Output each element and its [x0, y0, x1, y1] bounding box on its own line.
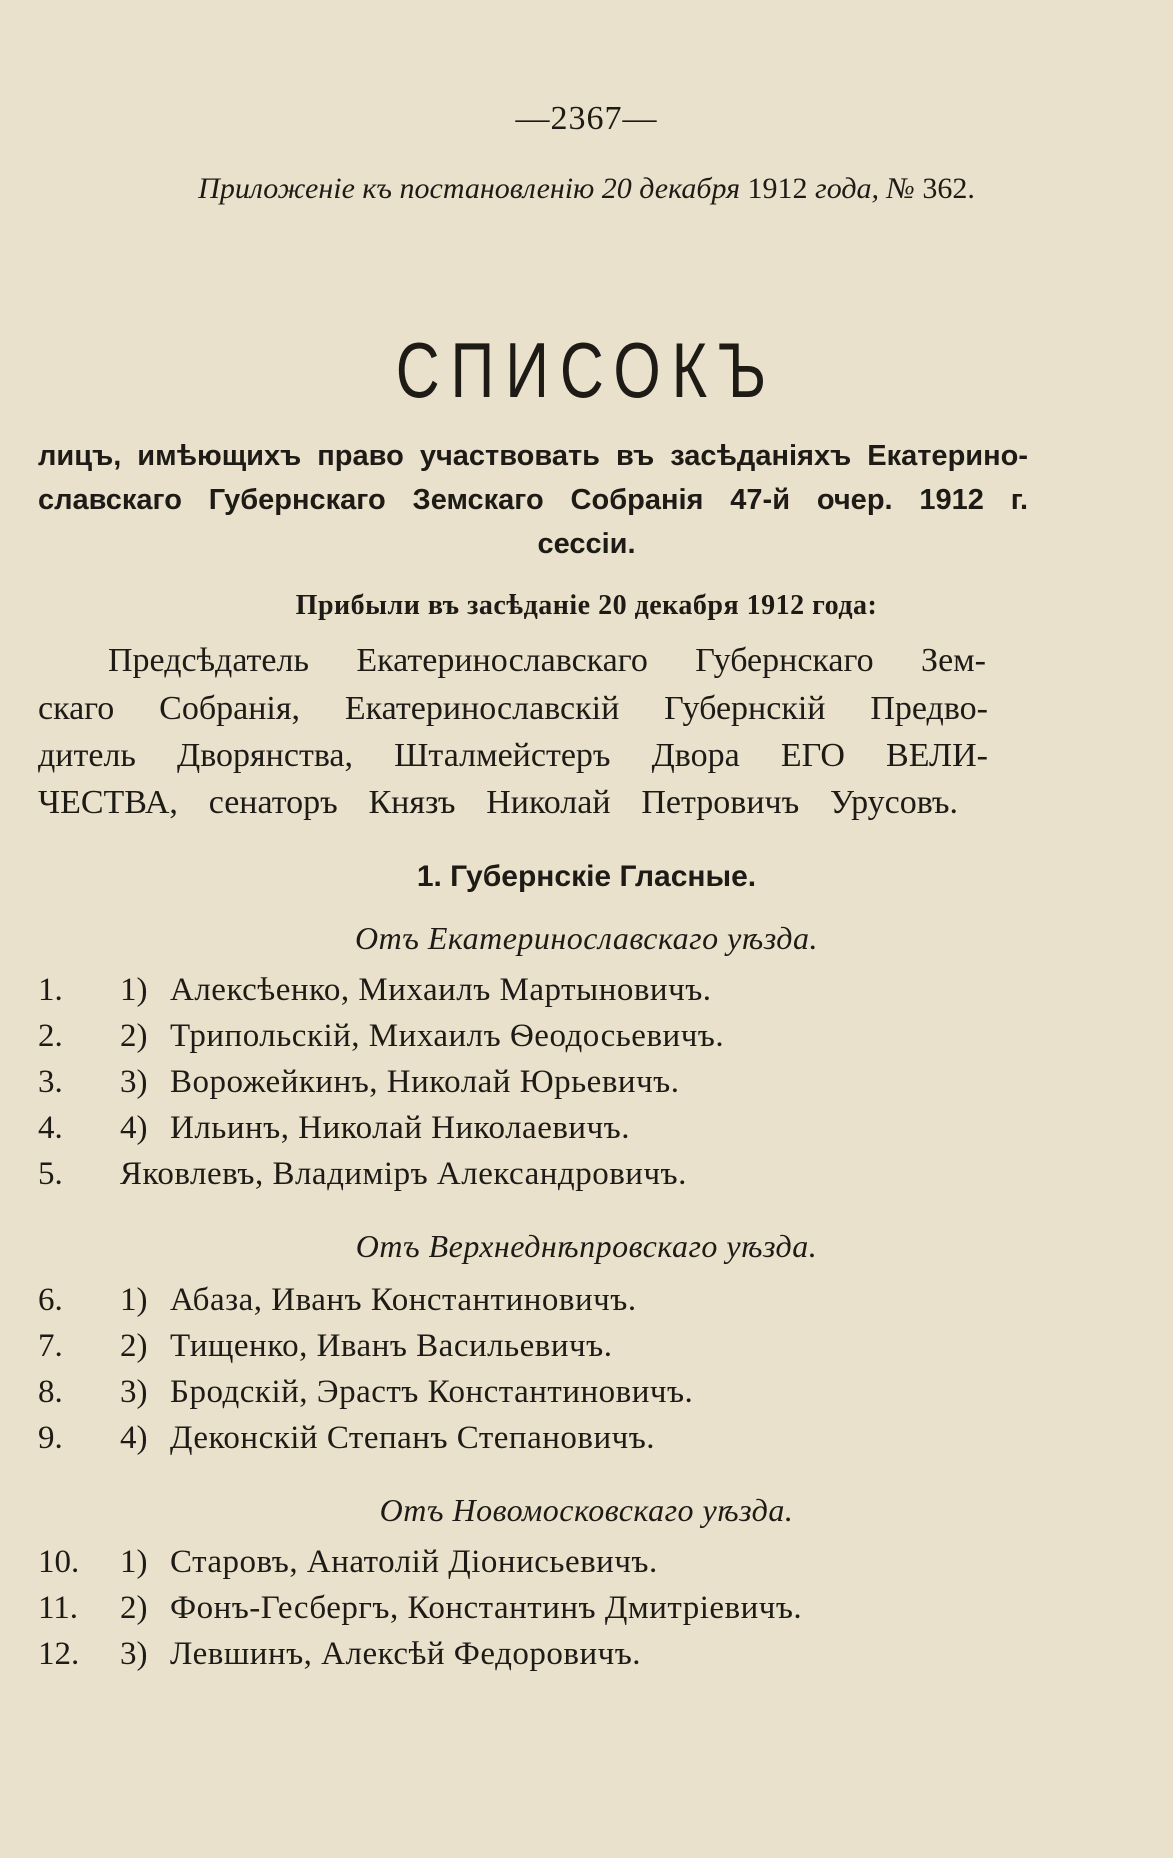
appendix-line	[0, 172, 1173, 206]
item-subnumber: 2)	[120, 1328, 148, 1364]
subtitle-line-2: славскаго Губернскаго Земскаго Собранія 47-й очер. 1912 г.	[38, 484, 1028, 516]
item-name: Абаза, Иванъ Константиновичъ.	[170, 1282, 637, 1318]
appendix-prefix: Приложеніе къ постановленію 20 декабря	[198, 172, 741, 205]
item-number: 9.	[38, 1420, 63, 1456]
appendix-middle: года, №	[815, 172, 915, 205]
list-item	[0, 1636, 1173, 1680]
section-heading: 1. Губернскіе Гласные.	[416, 860, 757, 893]
item-name: Деконскій Степанъ Степановичъ.	[170, 1420, 656, 1456]
item-number: 12.	[38, 1636, 80, 1672]
list-item	[0, 1064, 1173, 1108]
item-number: 3.	[38, 1064, 63, 1100]
item-number: 10.	[38, 1544, 80, 1580]
list-item	[0, 972, 1173, 1016]
item-subnumber: 1)	[120, 1282, 148, 1318]
list-item	[0, 1420, 1173, 1464]
subtitle-line-1: лицъ, имѣющихъ право участвовать въ засѣданіяхъ Екатерино-	[38, 440, 1028, 472]
item-number: 1.	[38, 972, 63, 1008]
item-subnumber: 2)	[120, 1590, 148, 1626]
district-heading: Отъ Екатеринославскаго уѣзда.	[355, 920, 818, 956]
item-number: 6.	[38, 1282, 63, 1318]
list-item	[0, 1590, 1173, 1634]
item-subnumber: 4)	[120, 1110, 148, 1146]
district-heading: Отъ Новомосковскаго уѣзда.	[379, 1492, 794, 1528]
chairman-line-3: дитель Дворянства, Шталмейстеръ Двора ЕГО ВЕЛИ-	[38, 737, 988, 774]
item-name: Алексѣенко, Михаилъ Мартыновичъ.	[170, 972, 712, 1008]
chairman-line-4: ЧЕСТВА, сенаторъ Князъ Николай Петровичъ Урусовъ.	[38, 784, 958, 821]
item-name: Ворожейкинъ, Николай Юрьевичъ.	[170, 1064, 680, 1100]
item-subnumber: 2)	[120, 1018, 148, 1054]
list-item	[0, 1156, 1173, 1200]
district-heading: Отъ Верхнеднѣпровскаго уѣзда.	[355, 1228, 818, 1264]
appendix-year: 1912	[747, 172, 808, 205]
item-name: Фонъ-Гесбергъ, Константинъ Дмитріевичъ.	[170, 1590, 803, 1626]
item-number: 2.	[38, 1018, 63, 1054]
item-name: Левшинъ, Алексѣй Федоровичъ.	[170, 1636, 642, 1672]
list-item	[0, 1328, 1173, 1372]
arrived-heading: Прибыли въ засѣданіе 20 декабря 1912 года:	[295, 590, 878, 621]
item-subnumber: 3)	[120, 1636, 148, 1672]
list-item	[0, 1110, 1173, 1154]
item-number: 7.	[38, 1328, 63, 1364]
item-subnumber: 3)	[120, 1064, 148, 1100]
list-item	[0, 1544, 1173, 1588]
item-name: Тищенко, Иванъ Васильевичъ.	[170, 1328, 613, 1364]
item-number: 11.	[38, 1590, 79, 1626]
chairman-line-2: скаго Собранія, Екатеринославскій Губернскій Предво-	[38, 690, 988, 727]
item-name: Старовъ, Анатолій Діонисьевичъ.	[170, 1544, 658, 1580]
page-number: —2367—	[515, 100, 658, 137]
document-title: СПИСОКЪ	[395, 326, 778, 414]
item-name: Бродскій, Эрастъ Константиновичъ.	[170, 1374, 694, 1410]
list-item	[0, 1374, 1173, 1418]
subtitle-line-3: сессіи.	[537, 528, 636, 560]
item-subnumber: 3)	[120, 1374, 148, 1410]
item-subnumber: 1)	[120, 972, 148, 1008]
item-number: 8.	[38, 1374, 63, 1410]
item-number: 4.	[38, 1110, 63, 1146]
list-item	[0, 1282, 1173, 1326]
list-item	[0, 1018, 1173, 1062]
item-number: 5.	[38, 1156, 63, 1192]
item-subnumber: 4)	[120, 1420, 148, 1456]
item-subnumber: 1)	[120, 1544, 148, 1580]
item-name: Ильинъ, Николай Николаевичъ.	[170, 1110, 630, 1146]
item-name: Яковлевъ, Владиміръ Александровичъ.	[120, 1156, 687, 1192]
appendix-number: 362.	[922, 172, 975, 205]
chairman-line-1: Предсѣдатель Екатеринославскаго Губернскаго Зем-	[108, 642, 986, 679]
item-name: Трипольскій, Михаилъ Ѳеодосьевичъ.	[170, 1018, 725, 1054]
